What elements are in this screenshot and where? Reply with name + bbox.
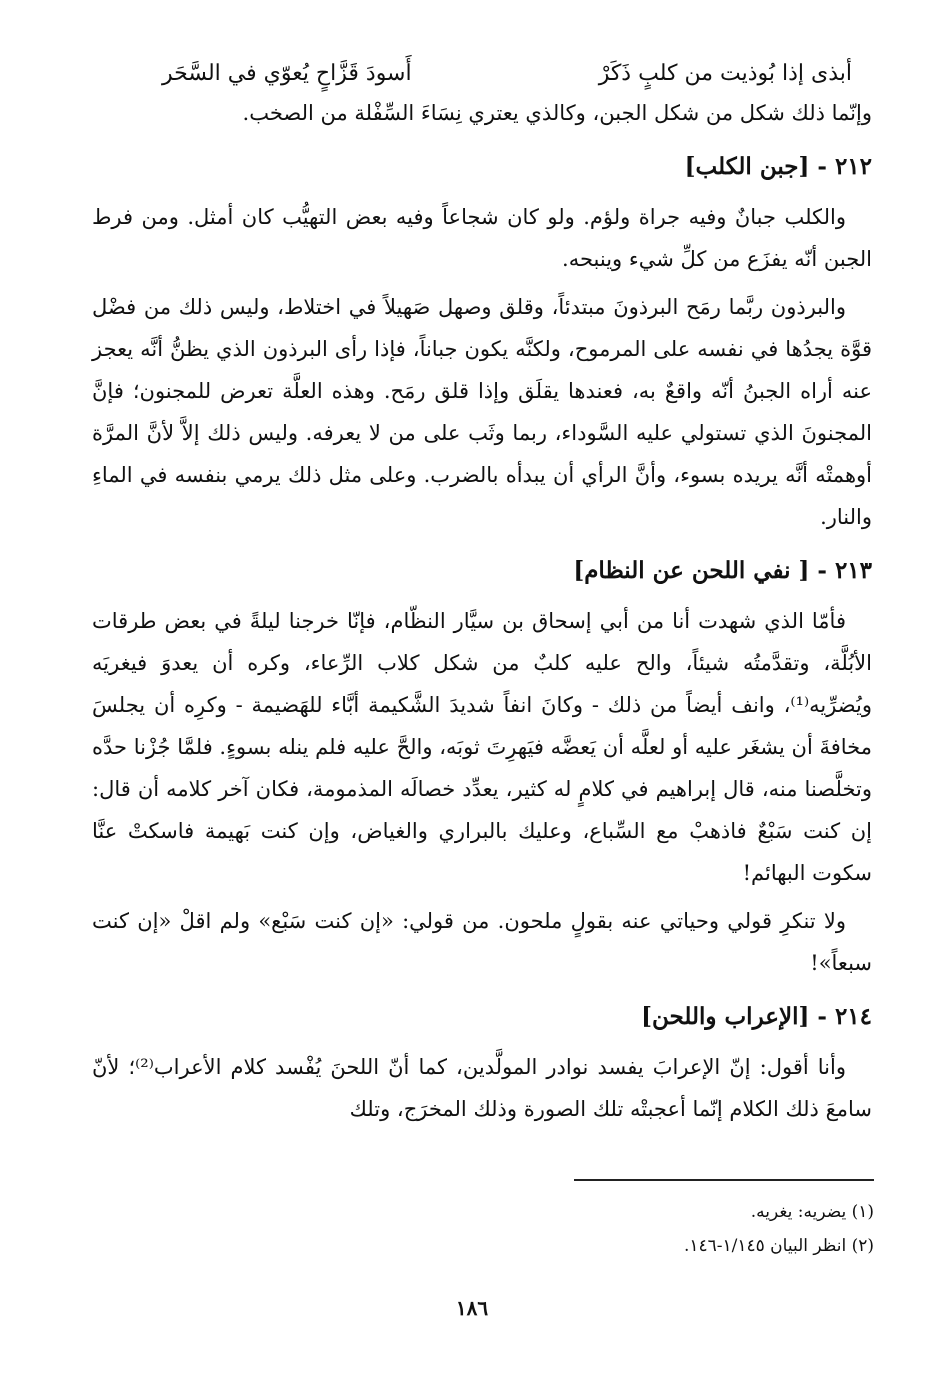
- section-heading-212: ٢١٢ - [جبن الكلب]: [684, 153, 872, 180]
- footnote-1: (١) يضريه: يغريه.: [750, 1202, 874, 1222]
- section-heading-213: ٢١٣ - [ نفي اللحن عن النظام]: [573, 557, 872, 584]
- intro-paragraph: وإنّما ذلك شكل من شكل الجبن، وكالذي يعتري نِسَاءَ السِّفْلة من الصخب.: [242, 101, 872, 125]
- verse-right-hemistich: أبذى إذا بُوذيت من كلبٍ ذَكَرْ: [598, 61, 852, 86]
- page-body: [92, 56, 872, 1130]
- page-number: ١٨٦: [455, 1296, 489, 1320]
- paragraph-212-1: والكلب جبانٌ وفيه جراة ولؤم. ولو كان شجاعاً وفيه بعض التهيُّب كان أمثل. ومن فرط الجبن أنّه يفزَع من كلِّ شيء وينبحه.: [92, 205, 872, 271]
- verse-left-hemistich: أَسودَ قَزَّاحٍ يُعوّي في السَّحَر: [162, 61, 412, 86]
- section-heading-214: ٢١٤ - [الإعراب واللحن]: [641, 1003, 872, 1030]
- footnote-2: (٢) انظر البيان ١/١٤٥-١٤٦.: [683, 1236, 874, 1256]
- paragraph-212-2: والبرذون ربَّما رمَح البرذونَ مبتدئاً، وقلق وصهل صَهيلاً في اختلاط، وليس ذلك من فضْل قوَّة يجدُها في نفسه على المرموح، ولكنَّه يكون جباناً، فإذا رأى البرذون الذي يظنُّ أنَّه يعجز عنه أراه الجبنُ أنّه واقعٌ به، فعندها يقلَق وإذا قلق رمَح. وهذه العلَّة تعرض للمجنون؛ فإنَّ المجنونَ الذي تستولي عليه السَّوداء، ربما وثَب على من لا يعرفه. وليس ذلك إلاَّ لأنَّ المرَّة أوهمتْه أنَّه يريده بسوء، وأنَّ الرأي أن يبدأه بالضرب. وعلى مثل ذلك يرمي بنفسه في الماءِ والنار.: [92, 295, 872, 529]
- footnote-divider: [574, 1179, 874, 1181]
- paragraph-214-1: وأنا أقول: إنّ الإعرابَ يفسد نوادر المولَّدين، كما أنّ اللحنَ يُفْسد كلام الأعراب⁽²⁾؛ لأنّ سامعَ ذلك الكلام إنّما أعجبتْه تلك الصورة وذلك المخرَج، وتلك: [92, 1055, 872, 1121]
- footnotes: [374, 1195, 874, 1263]
- verse-line: [92, 56, 872, 92]
- paragraph-213-1: فأمّا الذي شهدت أنا من أبي إسحاق بن سيَّار النظّام، فإنّا خرجنا ليلةً في بعض طرقات الأبُلَّة، وتقدَّمتُه شيئاً، والح عليه كلبٌ من شكل كلاب الرِّعاء، وكره أن يعدوَ فيغريَه ويُضرِّيه⁽¹⁾، وانف أيضاً من ذلك - وكانَ انفاً شديدَ الشَّكيمة أبَّاء للهَضيمة - وكرِه أن يجلسَ مخافةَ أن يشغَر عليه أو لعلَّه أن يَعضَّه فيَهرِتَ ثوبَه، والحَّ عليه فلم ينله بسوءٍ. فلمَّا جُزْنا حدَّه وتخلَّصنا منه، قال إبراهيم في كلامٍ له كثير، يعدِّد خصالَه المذمومة، فكان آخر كلامه أن قال: إن كنت سَبْعٌ فاذهبْ مع السِّباع، وعليك بالبراري والغياض، وإن كنت بَهيمة فاسكتْ عنَّا سكوت البهائم!: [92, 609, 872, 885]
- paragraph-213-2: ولا تنكرِ قولي وحياتي عنه بقولٍ ملحون. من قولي: «إن كنت سَبْع» ولم اقلْ «إن كنت سبعاً»!: [92, 909, 872, 975]
